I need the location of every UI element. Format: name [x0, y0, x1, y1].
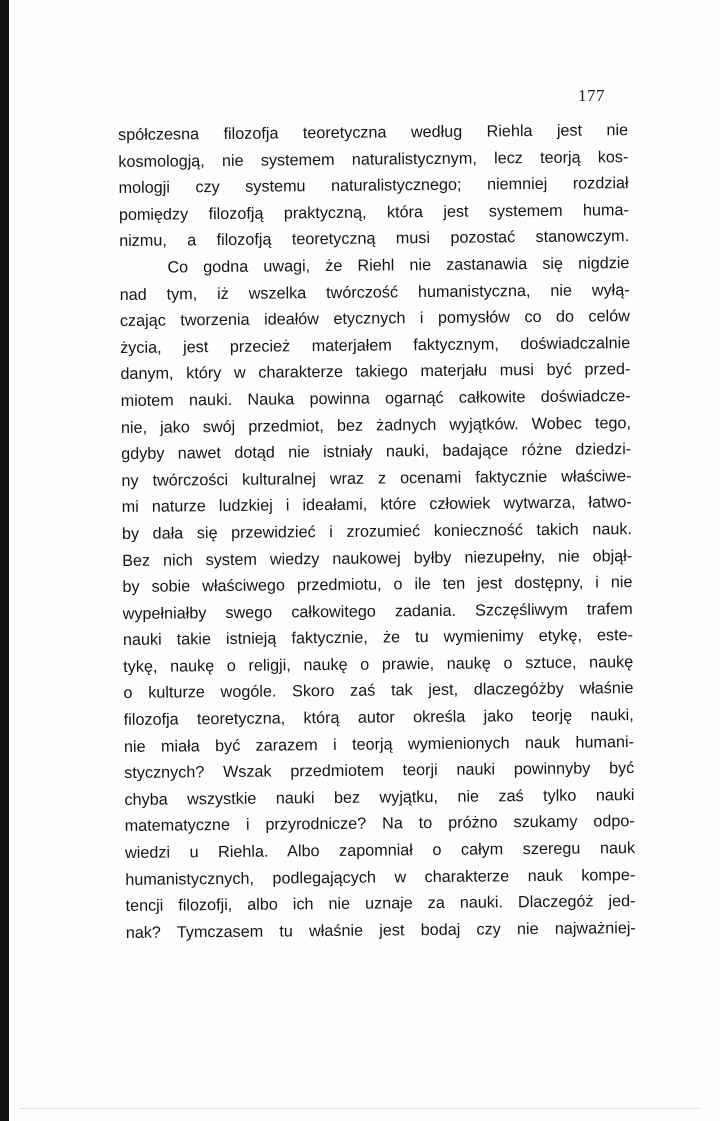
binding-edge	[0, 0, 9, 1121]
text-line: mi naturze ludzkiej i ideałami, które człowiek wytwarza, łatwo-	[121, 493, 632, 517]
text-line: pomiędzy filozofją praktyczną, która jest systemem huma-	[118, 200, 629, 224]
text-line: stycznych? Wszak przedmiotem teorji nauki powinnyby być	[124, 759, 635, 783]
text-line: by sobie właściwego przedmiotu, o ile ten jest dostępny, i nie	[122, 573, 633, 597]
text-line: wiedzi u Riehla. Albo zapomniał o całym szeregu nauk	[124, 839, 636, 862]
text-line: nauki takie istnieją faktycznie, że tu wymienimy etykę, este-	[122, 626, 634, 650]
text-line: ny twórczości kulturalnej wraz z ocenami faktycznie właściwe-	[121, 466, 632, 490]
text-line: gdyby nawet dotąd nie istniały nauki, badające różne dziedzi-	[121, 440, 632, 464]
text-line: nak? Tymczasem tu właśnie jest bodaj czy nie najważniej-	[125, 918, 636, 942]
text-line: życia, jest przecież materjałem faktycznym, doświadczalnie	[120, 333, 631, 357]
text-line: spółczesna filozofja teoretyczna według Riehla jest nie	[118, 121, 629, 144]
text-line: nie miała być zarazem i teorją wymienionych nauk humani-	[123, 732, 635, 756]
text-line-paragraph-start: Co godna uwagi, że Riehl nie zastanawia się nigdzie	[167, 254, 630, 277]
text-line: tykę, naukę o religji, naukę o prawie, naukę o sztuce, naukę	[123, 652, 634, 676]
text-line: wypełniałby swego całkowitego zadania. Szczęśliwym trafem	[122, 599, 633, 623]
text-line: matematyczne i przyrodnicze? Na to próżno szukamy odpo-	[124, 812, 635, 836]
body-text	[118, 117, 636, 946]
text-line: filozofja teoretyczna, którą autor określa jako teorję nauki,	[123, 706, 634, 730]
text-line: mologji czy systemu naturalistycznego; niemniej rozdział	[118, 174, 629, 198]
text-line: kosmologją, nie systemem naturalistycznym, lecz teorją kos-	[118, 147, 629, 171]
scan-noise-divider	[20, 1108, 700, 1111]
text-line: o kulturze wogóle. Skoro zaś tak jest, dlaczegóżby właśnie	[123, 679, 634, 703]
text-line: tencji filozofji, albo ich nie uznaje za nauki. Dlaczegóż jed-	[125, 892, 636, 916]
text-line: Bez nich system wiedzy naukowej byłby niezupełny, nie objął-	[122, 546, 633, 570]
text-line: chyba wszystkie nauki bez wyjątku, nie zaś tylko nauki	[124, 785, 635, 809]
text-line: miotem nauki. Nauka powinna ogarnąć całkowite doświadcze-	[120, 387, 631, 410]
text-line: czając tworzenia ideałów etycznych i pomysłów co do celów	[119, 307, 630, 331]
text-line: nad tym, iż wszelka twórczość humanistyczna, nie wyłą-	[119, 280, 630, 304]
text-line: nie, jako swój przedmiot, bez żadnych wyjątków. Wobec tego,	[120, 413, 631, 437]
text-line: danym, który w charakterze takiego materjału musi być przed-	[120, 360, 631, 384]
text-line: nizmu, a filozofją teoretyczną musi pozostać stanowczym.	[119, 227, 630, 251]
text-line: humanistycznych, podlegających w charakterze nauk kompe-	[125, 865, 636, 889]
text-line: by dała się przewidzieć i zrozumieć konieczność takich nauk.	[121, 519, 633, 543]
page-number: 177	[578, 86, 605, 105]
